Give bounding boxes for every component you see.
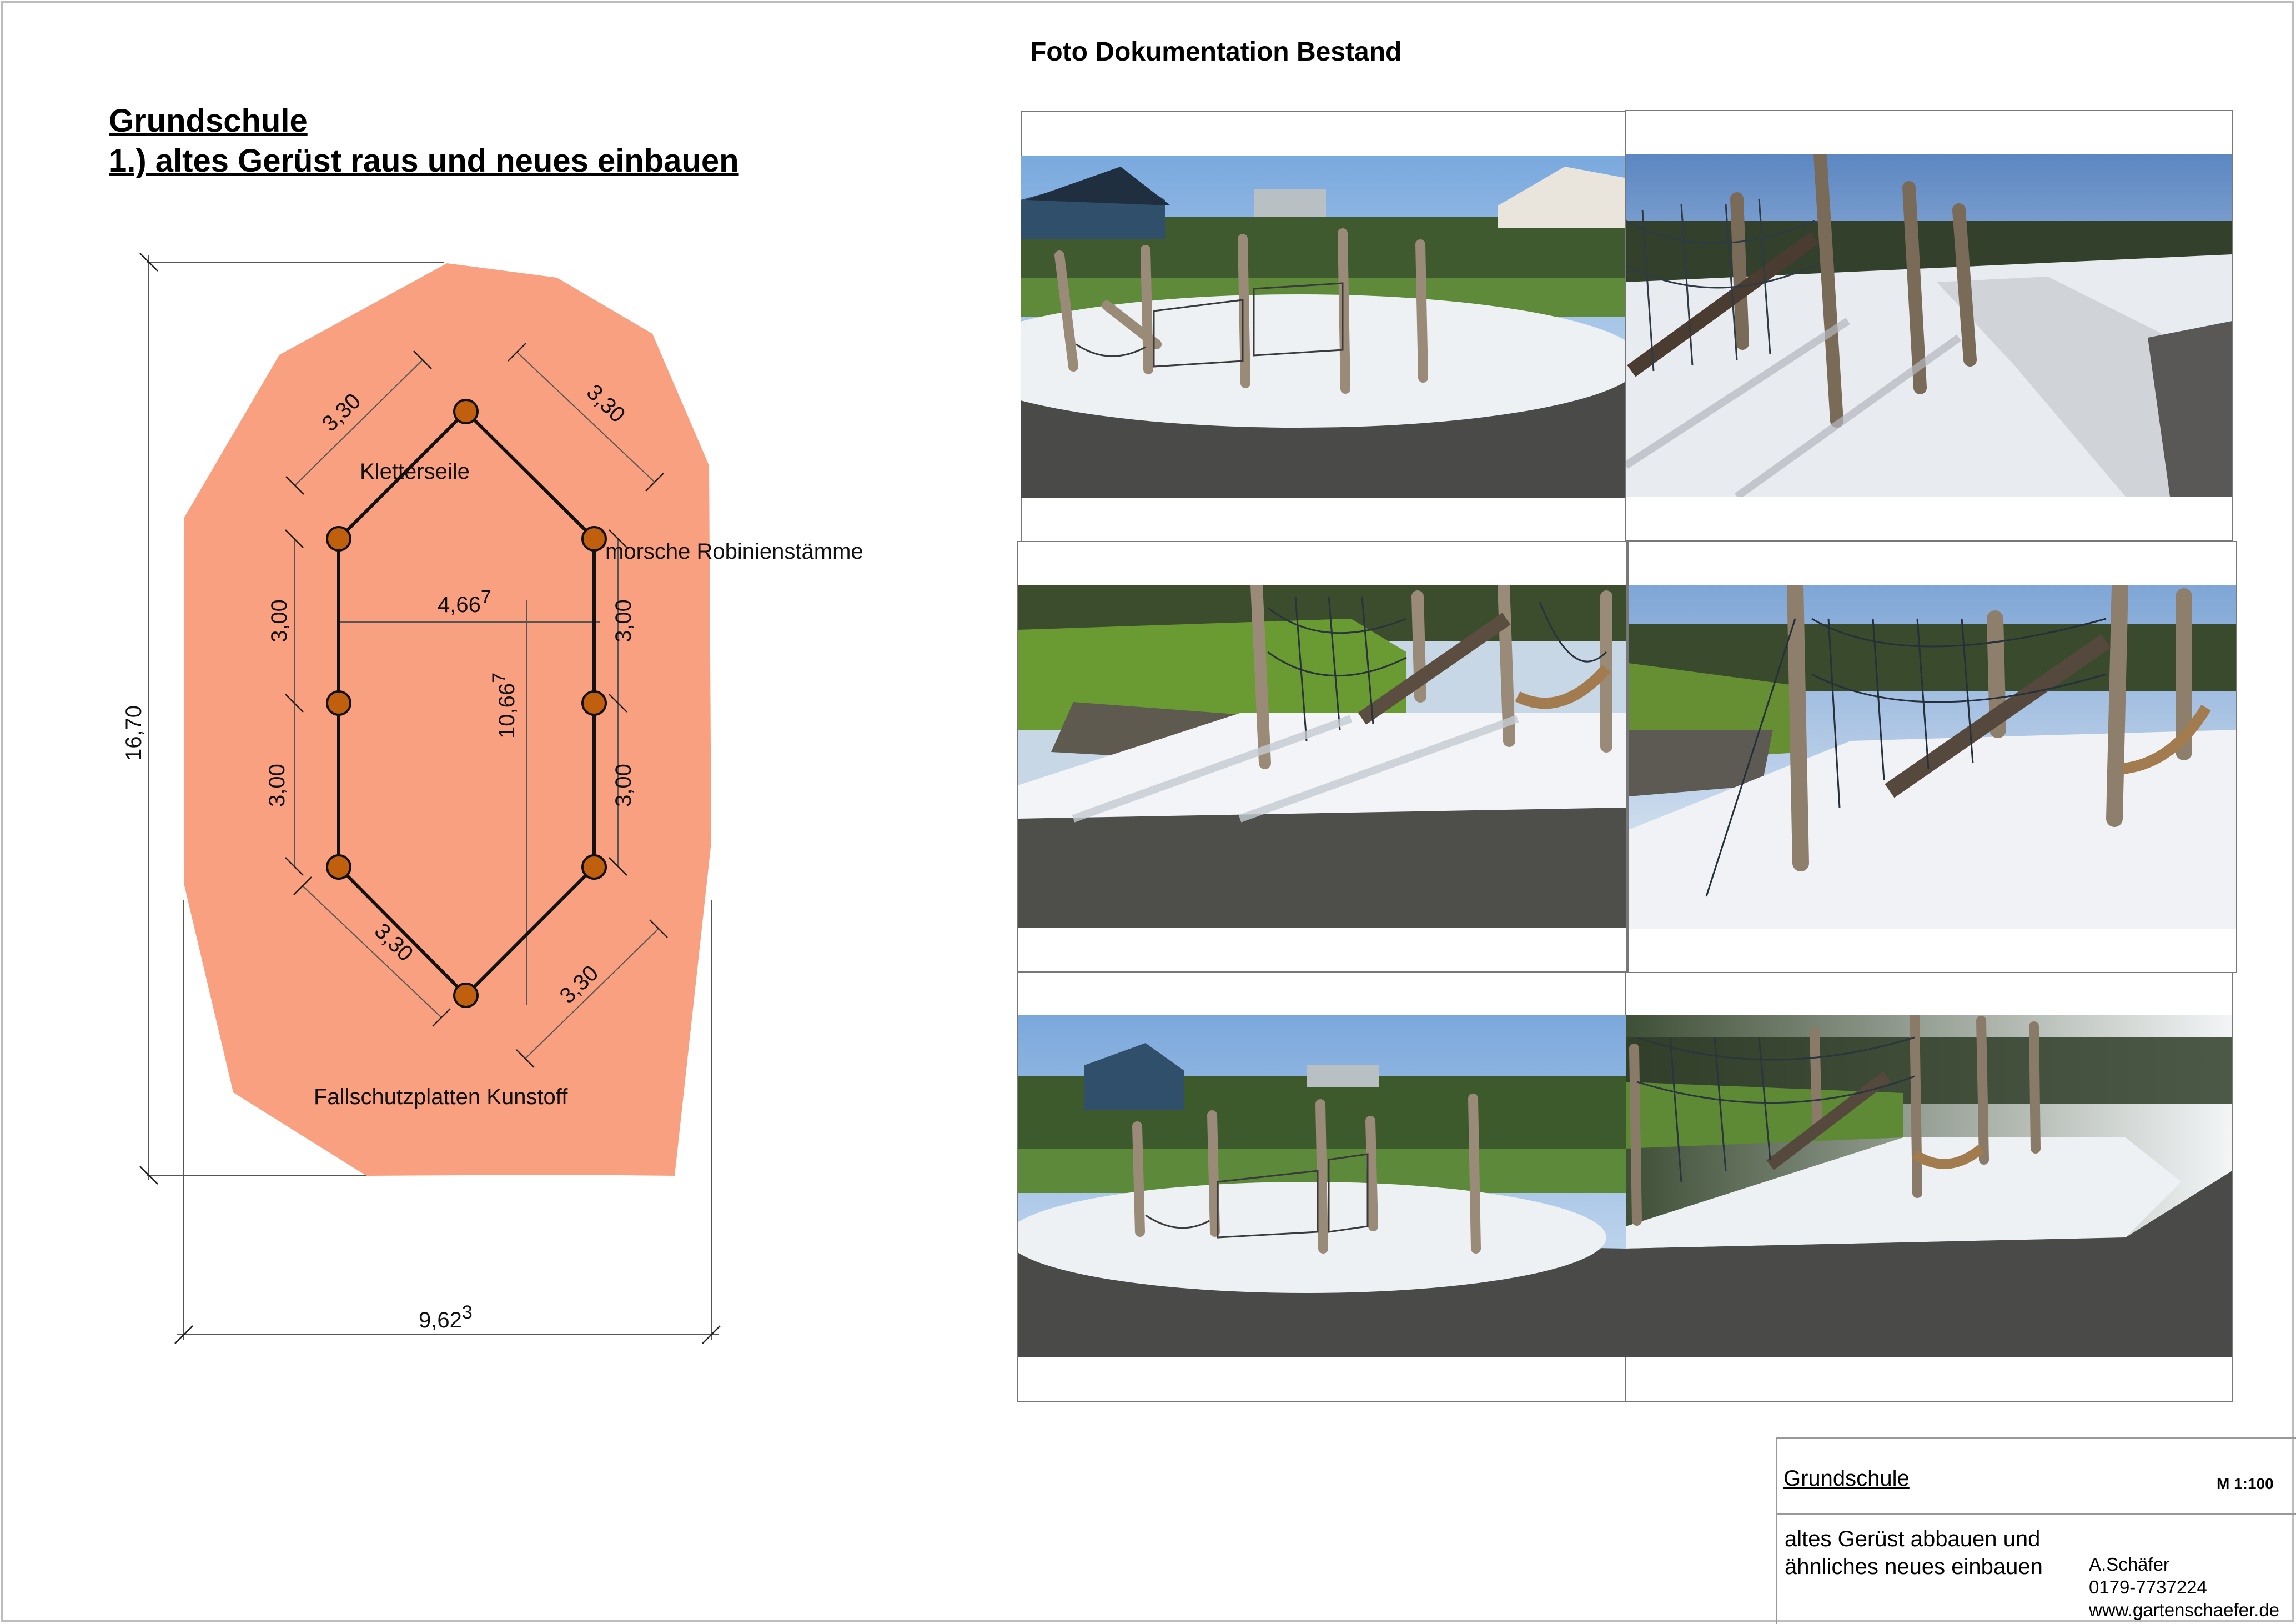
dim-inner-width: 4,66$^7$ (438, 587, 491, 617)
title-block-scale: M 1:100 (2217, 1475, 2274, 1492)
post-marker (582, 855, 606, 879)
contact-phone: 0179-7737224 (2089, 1577, 2207, 1597)
label-surface: Fallschutzplatten Kunstoff (314, 1085, 568, 1109)
post-marker (327, 691, 350, 715)
post-marker (582, 691, 606, 715)
photo-6 (1626, 1015, 2232, 1357)
photo-4 (1629, 585, 2236, 929)
plan-title-line-1: Grundschule (109, 103, 308, 139)
contact-name: A.Schäfer (2089, 1554, 2169, 1575)
title-block-project: Grundschule (1783, 1466, 1910, 1491)
post-marker (582, 527, 606, 550)
plan-title-line-2: 1.) altes Gerüst raus und neues einbauen (109, 143, 739, 179)
post-marker (327, 527, 350, 550)
fall-protection-area (184, 263, 711, 1176)
dim-left-upper: 3,00 (267, 599, 292, 643)
dim-overall-width: 9,62$^3$ (419, 1302, 473, 1332)
dim-diag-top-left: 3,30 (317, 388, 366, 437)
title-block-description: altes Gerüst abbauen und ähnliches neues einbauen (1785, 1527, 2043, 1579)
title-block-divider (1776, 1513, 2296, 1515)
dim-overall-height: 16,70 (122, 705, 146, 761)
post-marker (327, 855, 350, 879)
site-plan (0, 0, 944, 1389)
title-block-contact (2089, 1553, 2279, 1621)
dim-left-lower: 3,00 (265, 764, 289, 807)
dim-diag-bottom-left: 3,30 (369, 918, 418, 966)
photo-2 (1626, 154, 2232, 497)
post-marker (454, 984, 478, 1007)
label-posts: morsche Robinienstämme (605, 539, 863, 564)
photo-5 (1018, 1015, 1626, 1357)
photo-heading: Foto Dokumentation Bestand (1030, 37, 1402, 67)
photo-1 (1021, 156, 1625, 498)
dim-diag-top-right: 3,30 (581, 379, 630, 428)
contact-website: www.gartenschaefer.de (2089, 1600, 2280, 1620)
dim-diag-bottom-right: 3,30 (555, 960, 604, 1009)
dim-inner-height: 10,66$^7$ (489, 672, 519, 739)
photo-3 (1018, 585, 1626, 928)
dim-right-lower: 3,00 (611, 764, 636, 807)
label-climbing-ropes: Kletterseile (360, 459, 470, 484)
post-marker (454, 400, 478, 423)
dim-right-upper: 3,00 (611, 599, 636, 643)
